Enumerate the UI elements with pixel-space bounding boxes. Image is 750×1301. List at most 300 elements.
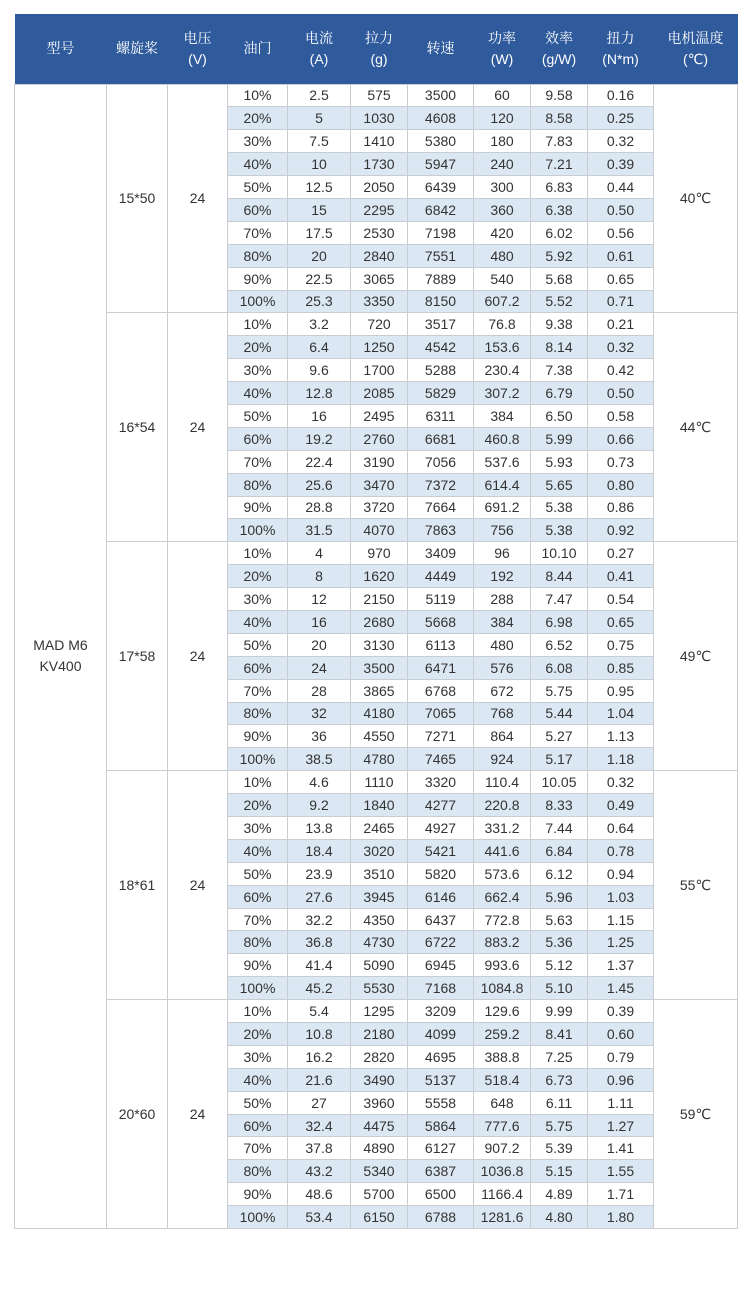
efficiency-cell: 5.36 bbox=[531, 931, 588, 954]
torque-cell: 1.11 bbox=[588, 1091, 654, 1114]
throttle-cell: 30% bbox=[228, 1045, 288, 1068]
rpm-cell: 3500 bbox=[408, 84, 474, 107]
throttle-cell: 20% bbox=[228, 565, 288, 588]
column-header-throttle bbox=[228, 14, 288, 84]
efficiency-cell: 6.08 bbox=[531, 656, 588, 679]
power-cell: 573.6 bbox=[474, 862, 531, 885]
current-cell: 19.2 bbox=[288, 427, 351, 450]
throttle-cell: 40% bbox=[228, 610, 288, 633]
rpm-cell: 6387 bbox=[408, 1160, 474, 1183]
thrust-cell: 1295 bbox=[351, 1000, 408, 1023]
thrust-cell: 4730 bbox=[351, 931, 408, 954]
thrust-cell: 3020 bbox=[351, 839, 408, 862]
table-header bbox=[15, 14, 738, 84]
current-cell: 13.8 bbox=[288, 817, 351, 840]
efficiency-cell: 6.98 bbox=[531, 610, 588, 633]
thrust-cell: 4070 bbox=[351, 519, 408, 542]
power-cell: 129.6 bbox=[474, 1000, 531, 1023]
rpm-cell: 5947 bbox=[408, 153, 474, 176]
current-cell: 9.6 bbox=[288, 359, 351, 382]
column-header-line: 效率 bbox=[545, 29, 573, 46]
rpm-cell: 6842 bbox=[408, 198, 474, 221]
efficiency-cell: 6.79 bbox=[531, 382, 588, 405]
power-cell: 331.2 bbox=[474, 817, 531, 840]
power-cell: 480 bbox=[474, 633, 531, 656]
power-cell: 192 bbox=[474, 565, 531, 588]
current-cell: 4 bbox=[288, 542, 351, 565]
rpm-cell: 5864 bbox=[408, 1114, 474, 1137]
efficiency-cell: 7.38 bbox=[531, 359, 588, 382]
efficiency-cell: 5.10 bbox=[531, 977, 588, 1000]
column-header-temperature bbox=[654, 14, 738, 84]
efficiency-cell: 5.63 bbox=[531, 908, 588, 931]
thrust-cell: 2050 bbox=[351, 176, 408, 199]
column-header-line: (g) bbox=[370, 50, 388, 67]
efficiency-cell: 5.99 bbox=[531, 427, 588, 450]
column-header-line: 拉力 bbox=[365, 29, 393, 46]
torque-cell: 0.61 bbox=[588, 244, 654, 267]
power-cell: 993.6 bbox=[474, 954, 531, 977]
torque-cell: 1.27 bbox=[588, 1114, 654, 1137]
torque-cell: 0.85 bbox=[588, 656, 654, 679]
efficiency-cell: 5.96 bbox=[531, 885, 588, 908]
current-cell: 25.6 bbox=[288, 473, 351, 496]
rpm-cell: 5421 bbox=[408, 839, 474, 862]
thrust-cell: 3500 bbox=[351, 656, 408, 679]
efficiency-cell: 5.68 bbox=[531, 267, 588, 290]
temperature-cell: 44℃ bbox=[654, 313, 738, 542]
power-cell: 672 bbox=[474, 679, 531, 702]
throttle-cell: 80% bbox=[228, 931, 288, 954]
table-row bbox=[15, 1000, 738, 1023]
column-header-current bbox=[288, 14, 351, 84]
column-header-voltage bbox=[168, 14, 228, 84]
power-cell: 907.2 bbox=[474, 1137, 531, 1160]
power-cell: 153.6 bbox=[474, 336, 531, 359]
rpm-cell: 6722 bbox=[408, 931, 474, 954]
torque-cell: 0.60 bbox=[588, 1023, 654, 1046]
throttle-cell: 40% bbox=[228, 1068, 288, 1091]
throttle-cell: 20% bbox=[228, 1023, 288, 1046]
column-header-line: 电流 bbox=[305, 29, 333, 46]
voltage-cell: 24 bbox=[168, 313, 228, 542]
rpm-cell: 6146 bbox=[408, 885, 474, 908]
throttle-cell: 50% bbox=[228, 862, 288, 885]
torque-cell: 0.80 bbox=[588, 473, 654, 496]
current-cell: 43.2 bbox=[288, 1160, 351, 1183]
current-cell: 12.5 bbox=[288, 176, 351, 199]
efficiency-cell: 9.58 bbox=[531, 84, 588, 107]
throttle-cell: 10% bbox=[228, 84, 288, 107]
current-cell: 12 bbox=[288, 588, 351, 611]
torque-cell: 1.45 bbox=[588, 977, 654, 1000]
throttle-cell: 100% bbox=[228, 1206, 288, 1229]
efficiency-cell: 8.14 bbox=[531, 336, 588, 359]
throttle-cell: 60% bbox=[228, 885, 288, 908]
power-cell: 607.2 bbox=[474, 290, 531, 313]
current-cell: 15 bbox=[288, 198, 351, 221]
power-cell: 220.8 bbox=[474, 794, 531, 817]
efficiency-cell: 6.73 bbox=[531, 1068, 588, 1091]
throttle-cell: 30% bbox=[228, 359, 288, 382]
torque-cell: 0.94 bbox=[588, 862, 654, 885]
throttle-cell: 70% bbox=[228, 908, 288, 931]
table-body bbox=[15, 84, 738, 1229]
thrust-cell: 2085 bbox=[351, 382, 408, 405]
current-cell: 32 bbox=[288, 702, 351, 725]
column-header-line: (A) bbox=[309, 50, 329, 67]
rpm-cell: 6127 bbox=[408, 1137, 474, 1160]
throttle-cell: 30% bbox=[228, 817, 288, 840]
throttle-cell: 90% bbox=[228, 496, 288, 519]
thrust-cell: 1030 bbox=[351, 107, 408, 130]
current-cell: 9.2 bbox=[288, 794, 351, 817]
rpm-cell: 5820 bbox=[408, 862, 474, 885]
rpm-cell: 5137 bbox=[408, 1068, 474, 1091]
column-header-line: (℃) bbox=[682, 50, 709, 67]
current-cell: 28 bbox=[288, 679, 351, 702]
propeller-cell: 20*60 bbox=[107, 1000, 168, 1229]
rpm-cell: 6768 bbox=[408, 679, 474, 702]
power-cell: 777.6 bbox=[474, 1114, 531, 1137]
temperature-cell: 55℃ bbox=[654, 771, 738, 1000]
rpm-cell: 6500 bbox=[408, 1183, 474, 1206]
throttle-cell: 30% bbox=[228, 130, 288, 153]
rpm-cell: 7056 bbox=[408, 450, 474, 473]
power-cell: 230.4 bbox=[474, 359, 531, 382]
current-cell: 5.4 bbox=[288, 1000, 351, 1023]
column-header-line: (W) bbox=[490, 50, 514, 67]
rpm-cell: 7065 bbox=[408, 702, 474, 725]
thrust-cell: 4475 bbox=[351, 1114, 408, 1137]
thrust-cell: 2840 bbox=[351, 244, 408, 267]
power-cell: 768 bbox=[474, 702, 531, 725]
rpm-cell: 6471 bbox=[408, 656, 474, 679]
torque-cell: 0.96 bbox=[588, 1068, 654, 1091]
power-cell: 420 bbox=[474, 221, 531, 244]
column-header-line: (V) bbox=[188, 50, 207, 67]
rpm-cell: 3517 bbox=[408, 313, 474, 336]
torque-cell: 0.39 bbox=[588, 153, 654, 176]
thrust-cell: 970 bbox=[351, 542, 408, 565]
torque-cell: 1.15 bbox=[588, 908, 654, 931]
torque-cell: 0.50 bbox=[588, 382, 654, 405]
efficiency-cell: 5.65 bbox=[531, 473, 588, 496]
throttle-cell: 80% bbox=[228, 1160, 288, 1183]
efficiency-cell: 7.47 bbox=[531, 588, 588, 611]
thrust-cell: 3490 bbox=[351, 1068, 408, 1091]
power-cell: 388.8 bbox=[474, 1045, 531, 1068]
propeller-cell: 17*58 bbox=[107, 542, 168, 771]
efficiency-cell: 9.99 bbox=[531, 1000, 588, 1023]
throttle-cell: 100% bbox=[228, 519, 288, 542]
torque-cell: 0.58 bbox=[588, 404, 654, 427]
current-cell: 41.4 bbox=[288, 954, 351, 977]
thrust-cell: 1840 bbox=[351, 794, 408, 817]
throttle-cell: 70% bbox=[228, 679, 288, 702]
power-cell: 537.6 bbox=[474, 450, 531, 473]
throttle-cell: 50% bbox=[228, 176, 288, 199]
efficiency-cell: 7.44 bbox=[531, 817, 588, 840]
power-cell: 756 bbox=[474, 519, 531, 542]
rpm-cell: 4927 bbox=[408, 817, 474, 840]
torque-cell: 0.78 bbox=[588, 839, 654, 862]
column-header-torque bbox=[588, 14, 654, 84]
torque-cell: 1.03 bbox=[588, 885, 654, 908]
throttle-cell: 10% bbox=[228, 313, 288, 336]
current-cell: 21.6 bbox=[288, 1068, 351, 1091]
efficiency-cell: 5.17 bbox=[531, 748, 588, 771]
torque-cell: 0.56 bbox=[588, 221, 654, 244]
current-cell: 48.6 bbox=[288, 1183, 351, 1206]
thrust-cell: 2180 bbox=[351, 1023, 408, 1046]
efficiency-cell: 8.33 bbox=[531, 794, 588, 817]
power-cell: 120 bbox=[474, 107, 531, 130]
efficiency-cell: 4.80 bbox=[531, 1206, 588, 1229]
rpm-cell: 7168 bbox=[408, 977, 474, 1000]
power-cell: 614.4 bbox=[474, 473, 531, 496]
rpm-cell: 3320 bbox=[408, 771, 474, 794]
efficiency-cell: 5.93 bbox=[531, 450, 588, 473]
thrust-cell: 1730 bbox=[351, 153, 408, 176]
current-cell: 22.5 bbox=[288, 267, 351, 290]
column-header-model bbox=[15, 14, 107, 84]
torque-cell: 0.92 bbox=[588, 519, 654, 542]
torque-cell: 0.75 bbox=[588, 633, 654, 656]
efficiency-cell: 5.12 bbox=[531, 954, 588, 977]
current-cell: 53.4 bbox=[288, 1206, 351, 1229]
throttle-cell: 100% bbox=[228, 290, 288, 313]
throttle-cell: 100% bbox=[228, 748, 288, 771]
rpm-cell: 7198 bbox=[408, 221, 474, 244]
rpm-cell: 5288 bbox=[408, 359, 474, 382]
rpm-cell: 4695 bbox=[408, 1045, 474, 1068]
rpm-cell: 6945 bbox=[408, 954, 474, 977]
voltage-cell: 24 bbox=[168, 542, 228, 771]
rpm-cell: 7863 bbox=[408, 519, 474, 542]
rpm-cell: 7889 bbox=[408, 267, 474, 290]
voltage-cell: 24 bbox=[168, 771, 228, 1000]
efficiency-cell: 7.21 bbox=[531, 153, 588, 176]
throttle-cell: 10% bbox=[228, 771, 288, 794]
throttle-cell: 30% bbox=[228, 588, 288, 611]
thrust-cell: 1700 bbox=[351, 359, 408, 382]
throttle-cell: 60% bbox=[228, 427, 288, 450]
current-cell: 12.8 bbox=[288, 382, 351, 405]
current-cell: 20 bbox=[288, 633, 351, 656]
throttle-cell: 90% bbox=[228, 1183, 288, 1206]
column-header-line: 油门 bbox=[243, 40, 272, 57]
column-header-efficiency bbox=[531, 14, 588, 84]
throttle-cell: 80% bbox=[228, 473, 288, 496]
power-cell: 576 bbox=[474, 656, 531, 679]
thrust-cell: 5090 bbox=[351, 954, 408, 977]
power-cell: 460.8 bbox=[474, 427, 531, 450]
efficiency-cell: 8.44 bbox=[531, 565, 588, 588]
efficiency-cell: 5.75 bbox=[531, 1114, 588, 1137]
thrust-cell: 3065 bbox=[351, 267, 408, 290]
throttle-cell: 40% bbox=[228, 153, 288, 176]
throttle-cell: 90% bbox=[228, 725, 288, 748]
column-header-line: 型号 bbox=[46, 40, 75, 57]
efficiency-cell: 7.83 bbox=[531, 130, 588, 153]
throttle-cell: 100% bbox=[228, 977, 288, 1000]
column-header-rpm bbox=[408, 14, 474, 84]
efficiency-cell: 6.84 bbox=[531, 839, 588, 862]
current-cell: 32.4 bbox=[288, 1114, 351, 1137]
torque-cell: 1.41 bbox=[588, 1137, 654, 1160]
power-cell: 1166.4 bbox=[474, 1183, 531, 1206]
thrust-cell: 2495 bbox=[351, 404, 408, 427]
thrust-cell: 6150 bbox=[351, 1206, 408, 1229]
power-cell: 240 bbox=[474, 153, 531, 176]
throttle-cell: 50% bbox=[228, 404, 288, 427]
throttle-cell: 80% bbox=[228, 702, 288, 725]
torque-cell: 1.13 bbox=[588, 725, 654, 748]
power-cell: 110.4 bbox=[474, 771, 531, 794]
power-cell: 259.2 bbox=[474, 1023, 531, 1046]
thrust-cell: 1620 bbox=[351, 565, 408, 588]
thrust-cell: 4550 bbox=[351, 725, 408, 748]
efficiency-cell: 5.27 bbox=[531, 725, 588, 748]
current-cell: 38.5 bbox=[288, 748, 351, 771]
current-cell: 20 bbox=[288, 244, 351, 267]
table-row bbox=[15, 542, 738, 565]
current-cell: 31.5 bbox=[288, 519, 351, 542]
column-header-line: 转速 bbox=[426, 40, 455, 57]
torque-cell: 0.39 bbox=[588, 1000, 654, 1023]
rpm-cell: 5119 bbox=[408, 588, 474, 611]
thrust-cell: 3720 bbox=[351, 496, 408, 519]
efficiency-cell: 6.83 bbox=[531, 176, 588, 199]
throttle-cell: 90% bbox=[228, 954, 288, 977]
throttle-cell: 20% bbox=[228, 107, 288, 130]
torque-cell: 0.32 bbox=[588, 771, 654, 794]
current-cell: 3.2 bbox=[288, 313, 351, 336]
thrust-cell: 2760 bbox=[351, 427, 408, 450]
power-cell: 180 bbox=[474, 130, 531, 153]
current-cell: 10.8 bbox=[288, 1023, 351, 1046]
throttle-cell: 60% bbox=[228, 1114, 288, 1137]
torque-cell: 1.71 bbox=[588, 1183, 654, 1206]
propeller-cell: 18*61 bbox=[107, 771, 168, 1000]
rpm-cell: 7271 bbox=[408, 725, 474, 748]
torque-cell: 1.80 bbox=[588, 1206, 654, 1229]
torque-cell: 0.73 bbox=[588, 450, 654, 473]
current-cell: 24 bbox=[288, 656, 351, 679]
current-cell: 27.6 bbox=[288, 885, 351, 908]
current-cell: 23.9 bbox=[288, 862, 351, 885]
throttle-cell: 20% bbox=[228, 336, 288, 359]
rpm-cell: 5829 bbox=[408, 382, 474, 405]
power-cell: 662.4 bbox=[474, 885, 531, 908]
column-header-propeller bbox=[107, 14, 168, 84]
thrust-cell: 1110 bbox=[351, 771, 408, 794]
throttle-cell: 70% bbox=[228, 450, 288, 473]
thrust-cell: 1250 bbox=[351, 336, 408, 359]
motor-spec-table bbox=[14, 14, 738, 1229]
rpm-cell: 6788 bbox=[408, 1206, 474, 1229]
column-header-line: (N*m) bbox=[602, 50, 639, 67]
torque-cell: 1.37 bbox=[588, 954, 654, 977]
thrust-cell: 2530 bbox=[351, 221, 408, 244]
current-cell: 27 bbox=[288, 1091, 351, 1114]
throttle-cell: 20% bbox=[228, 794, 288, 817]
throttle-cell: 50% bbox=[228, 1091, 288, 1114]
efficiency-cell: 5.52 bbox=[531, 290, 588, 313]
torque-cell: 0.64 bbox=[588, 817, 654, 840]
current-cell: 16.2 bbox=[288, 1045, 351, 1068]
thrust-cell: 720 bbox=[351, 313, 408, 336]
torque-cell: 0.21 bbox=[588, 313, 654, 336]
thrust-cell: 3865 bbox=[351, 679, 408, 702]
column-header-power bbox=[474, 14, 531, 84]
rpm-cell: 7465 bbox=[408, 748, 474, 771]
torque-cell: 0.79 bbox=[588, 1045, 654, 1068]
throttle-cell: 50% bbox=[228, 633, 288, 656]
column-header-line: 扭力 bbox=[606, 29, 635, 46]
current-cell: 10 bbox=[288, 153, 351, 176]
power-cell: 60 bbox=[474, 84, 531, 107]
rpm-cell: 6437 bbox=[408, 908, 474, 931]
efficiency-cell: 5.92 bbox=[531, 244, 588, 267]
throttle-cell: 40% bbox=[228, 382, 288, 405]
throttle-cell: 70% bbox=[228, 221, 288, 244]
thrust-cell: 2295 bbox=[351, 198, 408, 221]
efficiency-cell: 9.38 bbox=[531, 313, 588, 336]
efficiency-cell: 8.58 bbox=[531, 107, 588, 130]
efficiency-cell: 6.12 bbox=[531, 862, 588, 885]
voltage-cell: 24 bbox=[168, 1000, 228, 1229]
current-cell: 45.2 bbox=[288, 977, 351, 1000]
efficiency-cell: 5.38 bbox=[531, 496, 588, 519]
efficiency-cell: 6.52 bbox=[531, 633, 588, 656]
thrust-cell: 2680 bbox=[351, 610, 408, 633]
voltage-cell: 24 bbox=[168, 84, 228, 313]
rpm-cell: 6113 bbox=[408, 633, 474, 656]
propeller-cell: 16*54 bbox=[107, 313, 168, 542]
thrust-cell: 3190 bbox=[351, 450, 408, 473]
column-header-line: (g/W) bbox=[541, 50, 577, 67]
power-cell: 691.2 bbox=[474, 496, 531, 519]
power-cell: 648 bbox=[474, 1091, 531, 1114]
current-cell: 32.2 bbox=[288, 908, 351, 931]
torque-cell: 0.66 bbox=[588, 427, 654, 450]
temperature-cell: 59℃ bbox=[654, 1000, 738, 1229]
torque-cell: 0.32 bbox=[588, 336, 654, 359]
power-cell: 288 bbox=[474, 588, 531, 611]
efficiency-cell: 10.10 bbox=[531, 542, 588, 565]
thrust-cell: 3470 bbox=[351, 473, 408, 496]
power-cell: 540 bbox=[474, 267, 531, 290]
power-cell: 76.8 bbox=[474, 313, 531, 336]
throttle-cell: 60% bbox=[228, 198, 288, 221]
power-cell: 441.6 bbox=[474, 839, 531, 862]
thrust-cell: 4890 bbox=[351, 1137, 408, 1160]
propeller-cell: 15*50 bbox=[107, 84, 168, 313]
throttle-cell: 60% bbox=[228, 656, 288, 679]
temperature-cell: 40℃ bbox=[654, 84, 738, 313]
current-cell: 36.8 bbox=[288, 931, 351, 954]
efficiency-cell: 8.41 bbox=[531, 1023, 588, 1046]
throttle-cell: 40% bbox=[228, 839, 288, 862]
power-cell: 307.2 bbox=[474, 382, 531, 405]
power-cell: 1084.8 bbox=[474, 977, 531, 1000]
column-header-line: 螺旋桨 bbox=[116, 40, 158, 57]
rpm-cell: 6311 bbox=[408, 404, 474, 427]
efficiency-cell: 6.50 bbox=[531, 404, 588, 427]
power-cell: 384 bbox=[474, 610, 531, 633]
